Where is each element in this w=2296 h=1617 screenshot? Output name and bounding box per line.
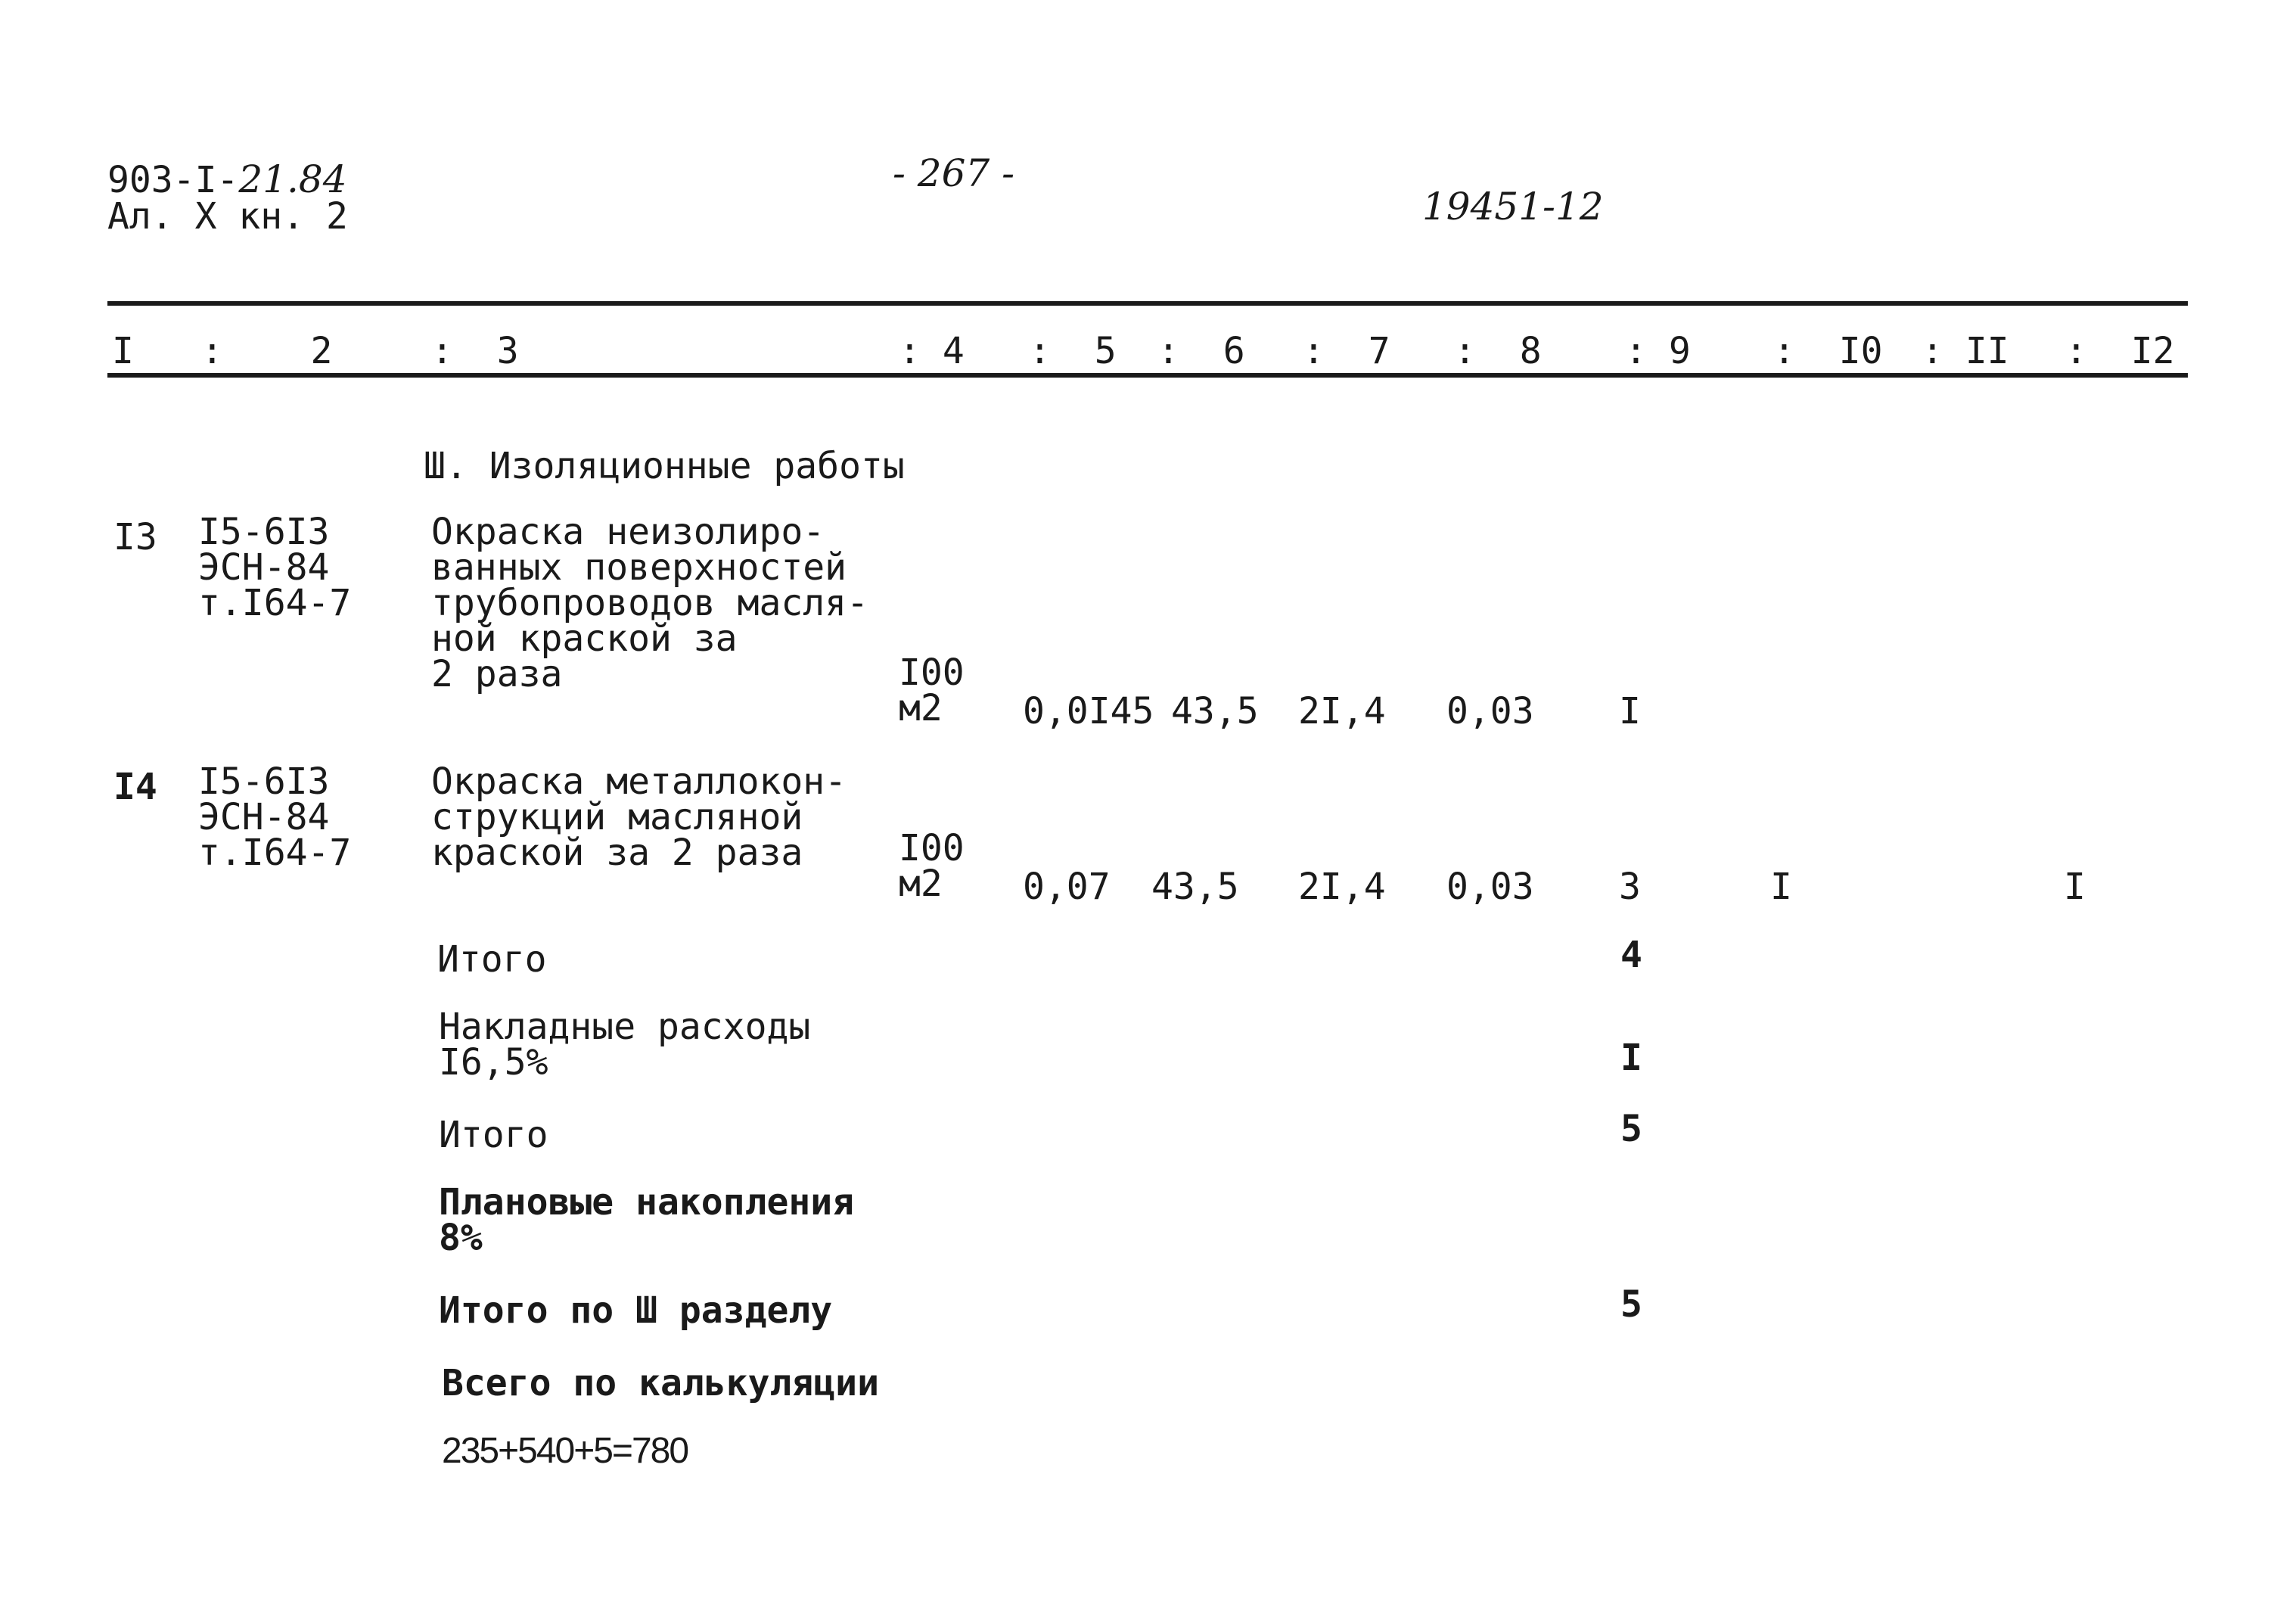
col-header-2: : 2 [201, 330, 333, 372]
row-description: Окраска металлокон- струкций масляной краской за 2 раза [431, 760, 847, 874]
cell-col8: 0,03 [1446, 690, 1534, 732]
col-header-7: : 7 [1303, 330, 1390, 372]
summary-value: I [1620, 1037, 1642, 1079]
total-formula: 235+540+5=780 [442, 1431, 688, 1471]
summary-label: Итого по Ш разделу [439, 1289, 833, 1332]
album-ref: Ал. X кн. 2 [107, 195, 348, 238]
row-number: I3 [113, 516, 157, 558]
cell-col7: 2I,4 [1298, 866, 1386, 908]
row-unit: I00 м2 [899, 827, 965, 905]
summary-label: Итого [439, 1114, 548, 1156]
doc-code [107, 157, 347, 201]
row-unit: I00 м2 [899, 651, 965, 729]
cell-col6: 43,5 [1171, 690, 1259, 732]
cell-col8: 0,03 [1446, 866, 1534, 908]
col-header-10: : I0 [1773, 330, 1883, 372]
col-header-5: : 5 [1029, 330, 1117, 372]
col-header-3: : 3 [431, 330, 519, 372]
row-code: I5-6I3 ЭСН-84 т.I64-7 [198, 760, 352, 874]
col-header-8: : 8 [1454, 330, 1542, 372]
cell-col5: 0,07 [1023, 866, 1111, 908]
table-header-rule [107, 373, 2188, 378]
doc-code-handwritten: 21.84 [238, 157, 347, 201]
summary-label: Всего по калькуляции [442, 1362, 879, 1404]
table-top-rule [107, 301, 2188, 306]
summary-label: Итого [437, 938, 547, 981]
col-header-6: : 6 [1157, 330, 1245, 372]
inventory-number: 19451-12 [1422, 185, 1604, 229]
col-header-1: I [112, 330, 134, 372]
summary-label: Накладные расходы I6,5% [439, 1006, 811, 1084]
cell-col12: I [2064, 866, 2086, 908]
summary-label: Плановые накопления 8% [439, 1181, 855, 1259]
col-header-9: : 9 [1625, 330, 1691, 372]
doc-code-printed: 903-I- [107, 159, 239, 201]
col-header-11: : II [1922, 330, 2009, 372]
page-number: - 267 - [893, 151, 1015, 195]
section-title: Ш. Изоляционные работы [424, 445, 905, 487]
cell-col10: I [1770, 866, 1792, 908]
col-header-12: : I2 [2065, 330, 2175, 372]
cell-col9: 3 [1619, 866, 1641, 908]
cell-col6: 43,5 [1151, 866, 1239, 908]
row-description: Окраска неизолиро- ванных поверхностей трубопроводов масля- ной краской за 2 раза [431, 511, 868, 695]
row-code: I5-6I3 ЭСН-84 т.I64-7 [198, 511, 352, 624]
summary-value: 5 [1620, 1283, 1642, 1326]
summary-value: 5 [1620, 1108, 1642, 1150]
row-number: I4 [113, 766, 157, 808]
col-header-4: : 4 [899, 330, 965, 372]
summary-value: 4 [1620, 934, 1642, 976]
cell-col5: 0,0I45 [1023, 690, 1154, 732]
cell-col7: 2I,4 [1298, 690, 1386, 732]
cell-col9: I [1619, 690, 1641, 732]
